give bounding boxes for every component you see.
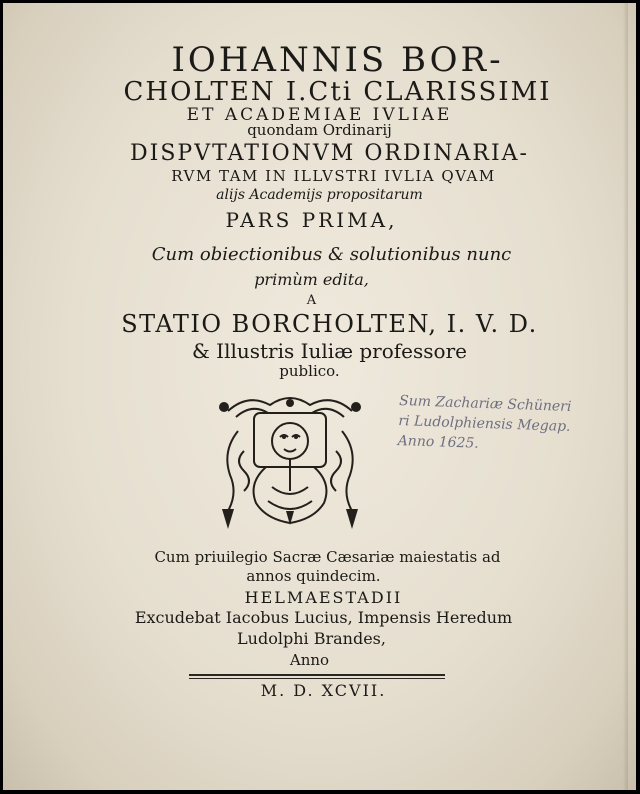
editor-line-3: publico. <box>279 362 340 380</box>
work-title-line-3: alijs Academijs propositarum <box>216 187 423 203</box>
divider-rule <box>189 674 445 676</box>
imprint-printer: Excudebat Iacobus Lucius, Impensis Heredum <box>134 608 513 627</box>
edition-line-1: Cum obiectionibus & solutionibus nunc <box>151 244 512 265</box>
handwritten-line-1: Sum Zachariæ Schüneri <box>398 392 572 415</box>
by-line: A <box>306 293 317 308</box>
imprint-publisher: Ludolphi Brandes, <box>237 629 386 648</box>
privilege-line-1: Cum priuilegio Sacræ Cæsariæ maiestatis ad <box>154 548 501 566</box>
privilege-line-2: annos quindecim. <box>246 567 381 585</box>
author-line-2: CHOLTEN I.Cti CLARISSIMI <box>123 77 552 107</box>
ordinary-line: quondam Ordinarij <box>247 121 392 139</box>
edition-line-2: primùm edita, <box>254 270 369 289</box>
divider-rule-thin <box>189 678 445 679</box>
title-page <box>3 3 636 790</box>
editor-line-2: & Illustris Iuliæ professore <box>192 339 467 363</box>
part-line: PARS PRIMA, <box>225 208 398 232</box>
work-title-line-1: DISPVTATIONVM ORDINARIA- <box>130 141 529 166</box>
handwritten-line-3: Anno 1625. <box>397 432 480 452</box>
handwritten-line-2: ri Ludolphiensis Megap. <box>398 412 571 435</box>
imprint-date: M. D. XCVII. <box>260 681 387 700</box>
author-line-1: IOHANNIS BOR- <box>171 40 504 80</box>
editor-line-1: STATIO BORCHOLTEN, I. V. D. <box>121 310 538 338</box>
work-title-line-2: RVM TAM IN ILLVSTRI IVLIA QVAM <box>171 167 496 185</box>
handwritten-ownership-note <box>397 391 632 479</box>
academy-line: ET ACADEMIAE IVLIAE <box>186 105 453 125</box>
imprint-year-label: Anno <box>289 651 330 669</box>
printers-mark-ornament <box>208 391 372 533</box>
imprint-place: HELMAESTADII <box>244 588 403 607</box>
